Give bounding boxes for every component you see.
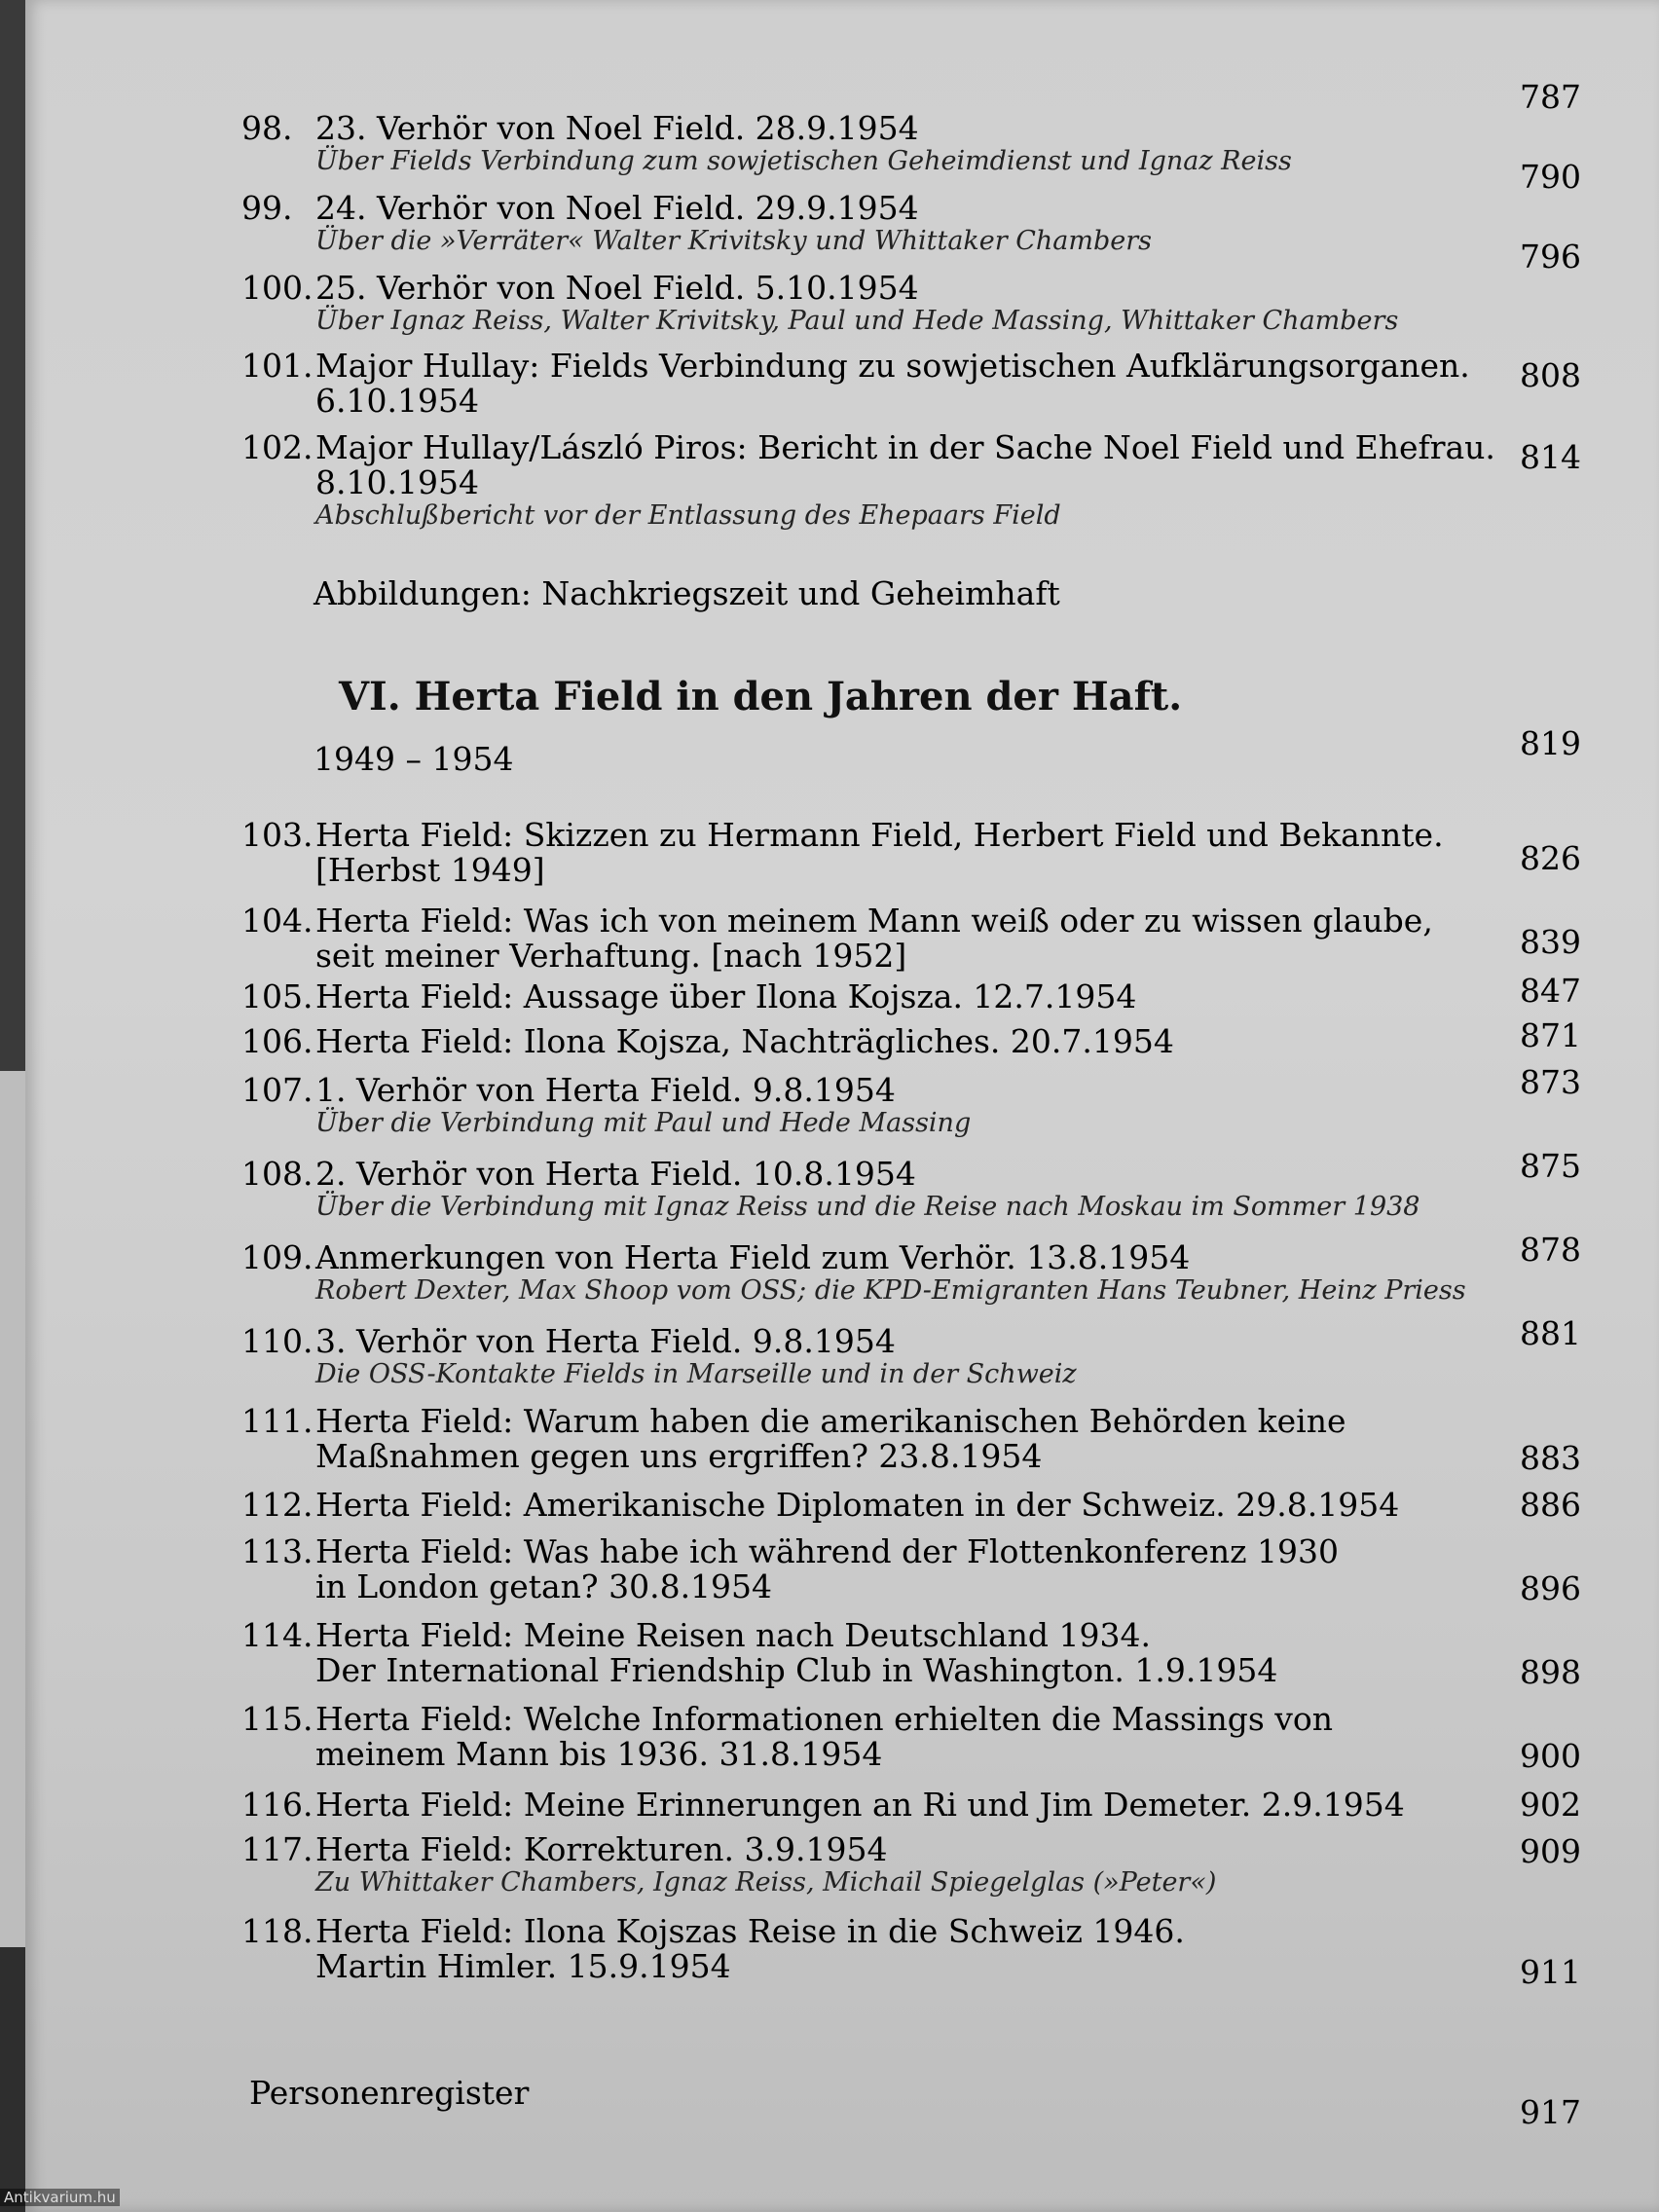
entry-title-line: Herta Field: Ilona Kojszas Reise in die Schweiz 1946. bbox=[315, 1912, 1185, 1950]
entry-number: 101. bbox=[241, 347, 313, 385]
entry-title-line: 8.10.1954 bbox=[315, 463, 479, 501]
entry-number: 102. bbox=[241, 428, 313, 466]
entry-page-number: 826 bbox=[1520, 839, 1581, 877]
entry-number: 112. bbox=[241, 1486, 313, 1524]
entry-subtitle: Über Fields Verbindung zum sowjetischen Geheimdienst und Ignaz Reiss bbox=[315, 146, 1292, 176]
entry-subtitle: Über die Verbindung mit Ignaz Reiss und die Reise nach Moskau im Sommer 1938 bbox=[315, 1192, 1420, 1222]
entry-number: 108. bbox=[241, 1155, 313, 1193]
entry-page-number: 911 bbox=[1520, 1953, 1581, 1991]
entry-title-line: 6.10.1954 bbox=[315, 382, 479, 420]
entry-page-number: 881 bbox=[1520, 1314, 1581, 1352]
entry-page-number: 839 bbox=[1520, 923, 1581, 961]
register-page-number: 917 bbox=[1520, 2093, 1581, 2131]
entry-title-line: [Herbst 1949] bbox=[315, 851, 545, 889]
section-title: VI. Herta Field in den Jahren der Haft. bbox=[339, 674, 1183, 719]
entry-page-number: 808 bbox=[1520, 356, 1581, 394]
entry-number: 100. bbox=[241, 269, 313, 307]
entry-page-number: 871 bbox=[1520, 1016, 1581, 1054]
entry-subtitle: Robert Dexter, Max Shoop vom OSS; die KPD-Emigranten Hans Teubner, Heinz Priess bbox=[315, 1275, 1466, 1306]
entry-page-number: 909 bbox=[1520, 1832, 1581, 1870]
section-years: 1949 – 1954 bbox=[313, 740, 514, 778]
entry-title-line: Major Hullay: Fields Verbindung zu sowjetischen Aufklärungsorganen. bbox=[315, 347, 1470, 385]
entry-page-number: 898 bbox=[1520, 1653, 1581, 1691]
entry-page-number: 902 bbox=[1520, 1786, 1581, 1824]
entry-title-line: Herta Field: Was ich von meinem Mann weiß oder zu wissen glaube, bbox=[315, 902, 1433, 940]
entry-subtitle: Die OSS-Kontakte Fields in Marseille und in der Schweiz bbox=[315, 1359, 1077, 1389]
entry-title-line: Herta Field: Welche Informationen erhielten die Massings von bbox=[315, 1700, 1334, 1738]
entry-page-number: 896 bbox=[1520, 1569, 1581, 1607]
entry-number: 111. bbox=[241, 1402, 313, 1440]
entry-number: 103. bbox=[241, 816, 313, 854]
entry-title-line: Herta Field: Korrekturen. 3.9.1954 bbox=[315, 1830, 888, 1868]
entry-title-line: 3. Verhör von Herta Field. 9.8.1954 bbox=[315, 1322, 896, 1360]
entry-number: 106. bbox=[241, 1022, 313, 1060]
entry-page-number: 787 bbox=[1520, 78, 1581, 116]
entry-number: 109. bbox=[241, 1238, 313, 1276]
entry-page-number: 886 bbox=[1520, 1486, 1581, 1524]
entry-title-line: 23. Verhör von Noel Field. 28.9.1954 bbox=[315, 109, 919, 147]
entry-title-line: Herta Field: Meine Reisen nach Deutschland 1934. bbox=[315, 1616, 1151, 1654]
entry-title-line: Herta Field: Warum haben die amerikanischen Behörden keine bbox=[315, 1402, 1346, 1440]
entry-title-line: 24. Verhör von Noel Field. 29.9.1954 bbox=[315, 189, 919, 227]
entry-subtitle: Abschlußbericht vor der Entlassung des Ehepaars Field bbox=[315, 500, 1061, 531]
entry-number: 105. bbox=[241, 977, 313, 1015]
watermark: Antikvarium.hu bbox=[0, 2189, 120, 2206]
entry-number: 117. bbox=[241, 1830, 313, 1868]
entry-title-line: Herta Field: Amerikanische Diplomaten in der Schweiz. 29.8.1954 bbox=[315, 1486, 1400, 1524]
entry-title-line: Herta Field: Was habe ich während der Flottenkonferenz 1930 bbox=[315, 1532, 1339, 1570]
toc-page bbox=[25, 0, 1659, 2212]
entry-title-line: Herta Field: Ilona Kojsza, Nachträgliches. 20.7.1954 bbox=[315, 1022, 1174, 1060]
entry-title-line: Anmerkungen von Herta Field zum Verhör. 13.8.1954 bbox=[315, 1238, 1191, 1276]
entry-page-number: 796 bbox=[1520, 238, 1581, 276]
entry-number: 107. bbox=[241, 1071, 313, 1109]
entry-subtitle: Zu Whittaker Chambers, Ignaz Reiss, Michail Spiegelglas (»Peter«) bbox=[315, 1867, 1217, 1898]
entry-number: 115. bbox=[241, 1700, 313, 1738]
entry-number: 99. bbox=[241, 189, 293, 227]
entry-number: 114. bbox=[241, 1616, 313, 1654]
book-cover-edge bbox=[0, 1947, 25, 2212]
entry-page-number: 814 bbox=[1520, 438, 1581, 476]
entry-subtitle: Über die Verbindung mit Paul und Hede Massing bbox=[315, 1108, 972, 1138]
entry-page-number: 847 bbox=[1520, 972, 1581, 1010]
page-edge bbox=[0, 1071, 25, 1947]
entry-page-number: 873 bbox=[1520, 1063, 1581, 1101]
entry-page-number: 875 bbox=[1520, 1147, 1581, 1185]
entry-title-line: Der International Friendship Club in Washington. 1.9.1954 bbox=[315, 1651, 1278, 1689]
entry-title-line: Herta Field: Aussage über Ilona Kojsza. 12.7.1954 bbox=[315, 977, 1137, 1015]
entry-title-line: 1. Verhör von Herta Field. 9.8.1954 bbox=[315, 1071, 896, 1109]
entry-number: 118. bbox=[241, 1912, 313, 1950]
section-page-number: 819 bbox=[1520, 724, 1581, 762]
entry-number: 110. bbox=[241, 1322, 313, 1360]
entry-page-number: 790 bbox=[1520, 158, 1581, 196]
entry-page-number: 878 bbox=[1520, 1231, 1581, 1269]
entry-title-line: Major Hullay/László Piros: Bericht in der Sache Noel Field und Ehefrau. bbox=[315, 428, 1495, 466]
entry-title-line: 2. Verhör von Herta Field. 10.8.1954 bbox=[315, 1155, 916, 1193]
entry-title-line: in London getan? 30.8.1954 bbox=[315, 1567, 773, 1605]
entry-number: 98. bbox=[241, 109, 293, 147]
entry-title-line: meinem Mann bis 1936. 31.8.1954 bbox=[315, 1735, 883, 1773]
entry-number: 113. bbox=[241, 1532, 313, 1570]
entry-number: 104. bbox=[241, 902, 313, 940]
entry-page-number: 900 bbox=[1520, 1737, 1581, 1775]
entry-number: 116. bbox=[241, 1786, 313, 1824]
abbildungen-label: Abbildungen: Nachkriegszeit und Geheimhaft bbox=[313, 574, 1060, 612]
entry-title-line: Herta Field: Meine Erinnerungen an Ri und Jim Demeter. 2.9.1954 bbox=[315, 1786, 1405, 1824]
entry-title-line: 25. Verhör von Noel Field. 5.10.1954 bbox=[315, 269, 919, 307]
register-label: Personenregister bbox=[249, 2074, 530, 2112]
entry-title-line: Herta Field: Skizzen zu Hermann Field, Herbert Field und Bekannte. bbox=[315, 816, 1444, 854]
entry-subtitle: Über Ignaz Reiss, Walter Krivitsky, Paul und Hede Massing, Whittaker Chambers bbox=[315, 306, 1399, 336]
entry-title-line: Maßnahmen gegen uns ergriffen? 23.8.1954 bbox=[315, 1437, 1043, 1475]
entry-title-line: seit meiner Verhaftung. [nach 1952] bbox=[315, 937, 907, 975]
entry-page-number: 883 bbox=[1520, 1439, 1581, 1477]
entry-title-line: Martin Himler. 15.9.1954 bbox=[315, 1947, 731, 1985]
entry-subtitle: Über die »Verräter« Walter Krivitsky und Whittaker Chambers bbox=[315, 226, 1153, 256]
